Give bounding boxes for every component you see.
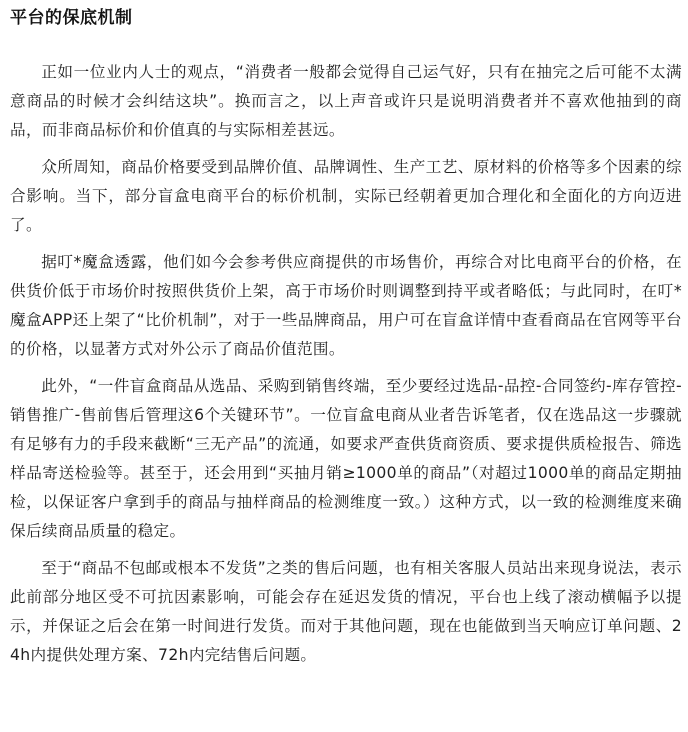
paragraph-3: 据叮*魔盒透露，他们如今会参考供应商提供的市场售价，再综合对比电商平台的价格，在供货价低于市场价时按照供货价上架，高于市场价时则调整到持平或者略低；与此同时，在叮*魔盒APP还上架了“比价机制”，对于一些品牌商品，用户可在盲盒详情中查看商品在官网等平台的价格，以显著方式对外公示了商品价值范围。: [10, 253, 682, 358]
paragraph-1: 正如一位业内人士的观点，“消费者一般都会觉得自己运气好，只有在抽完之后可能不太满意商品的时候才会纠结这块”。换而言之，以上声音或许只是说明消费者并不喜欢他抽到的商品，而非商品标价和价值真的与实际相差甚远。: [10, 63, 682, 139]
paragraph-4: 此外，“一件盲盒商品从选品、采购到销售终端，至少要经过选品-品控-合同签约-库存管控-销售推广-售前售后管理这6个关键环节”。一位盲盒电商从业者告诉笔者，仅在选品这一步骤就有足够有力的手段来截断“三无产品”的流通，如要求严查供货商资质、要求提供质检报告、筛选样品寄送检验等。甚至于，还会用到“买抽月销≥1000单的商品”（对超过1000单的商品定期抽检，以保证客户拿到手的商品与抽样商品的检测维度一致。）这种方式，以一致的检测维度来确保后续商品质量的稳定。: [10, 377, 682, 540]
article-title: 平台的保底机制: [10, 8, 133, 28]
paragraph-5: 至于“商品不包邮或根本不发货”之类的售后问题，也有相关客服人员站出来现身说法，表示此前部分地区受不可抗因素影响，可能会存在延迟发货的情况，平台也上线了滚动横幅予以提示，并保证之后会在第一时间进行发货。而对于其他问题，现在也能做到当天响应订单问题、24h内提供处理方案、72h内完结售后问题。: [10, 559, 682, 664]
paragraph-2: 众所周知，商品价格要受到品牌价值、品牌调性、生产工艺、原材料的价格等多个因素的综合影响。当下，部分盲盒电商平台的标价机制，实际已经朝着更加合理化和全面化的方向迈进了。: [10, 158, 682, 234]
